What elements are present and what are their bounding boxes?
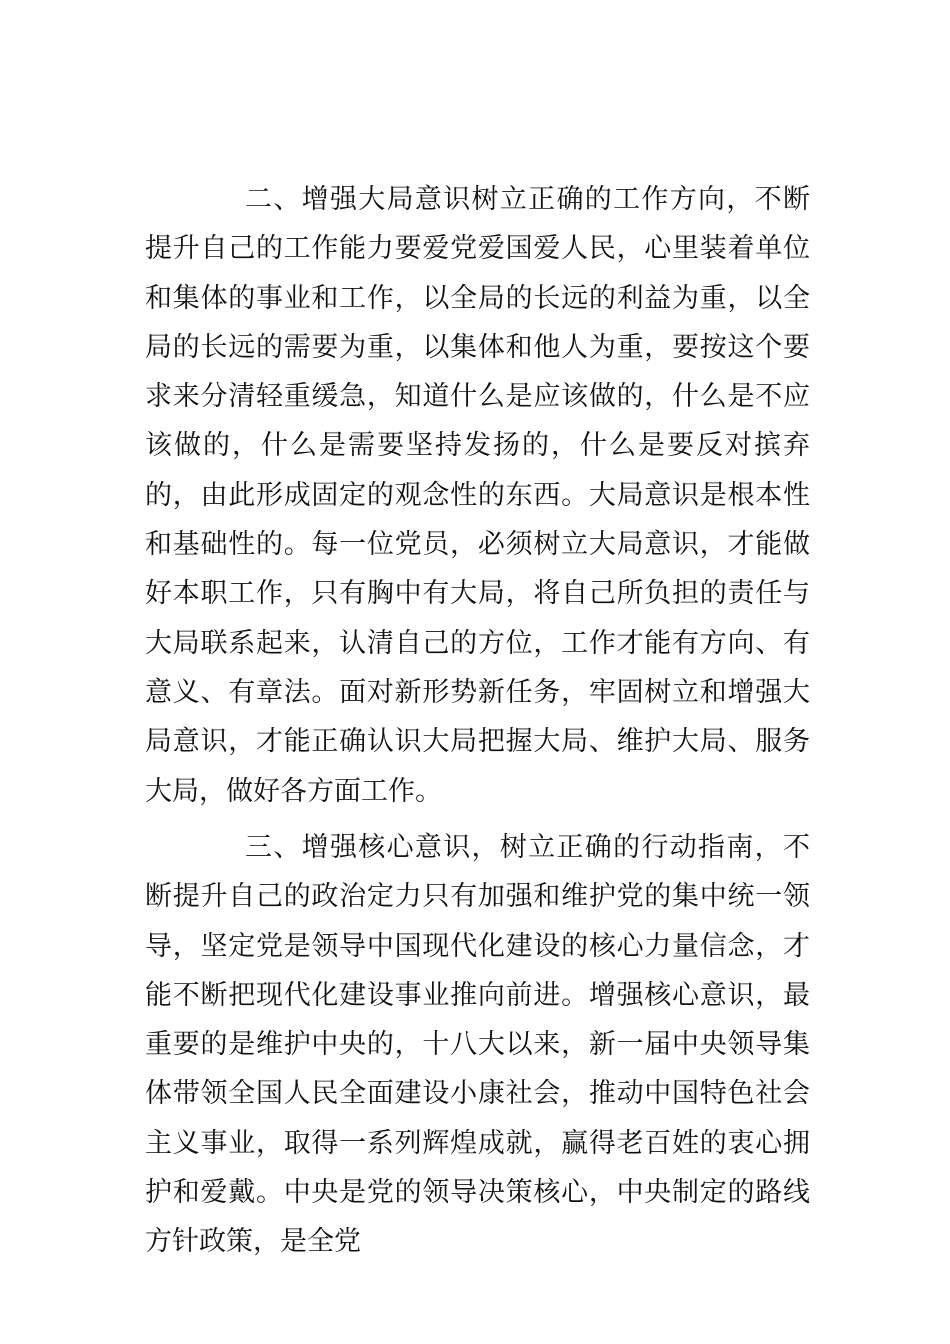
- paragraph-enhance-overall-awareness: 二、增强大局意识树立正确的工作方向，不断提升自己的工作能力要爱党爱国爱人民，心里装着单位和集体的事业和工作，以全局的长远的利益为重，以全局的长远的需要为重，以集体和他人为重，要按这个要求来分清轻重缓急，知道什么是应该做的，什么是不应该做的，什么是需要坚持发扬的，什么是要反对摈弃的，由此形成固定的观念性的东西。大局意识是根本性和基础性的。每一位党员，必须树立大局意识，才能做好本职工作，只有胸中有大局，将自己所负担的责任与大局联系起来，认清自己的方位，工作才能有方向、有意义、有章法。面对新形势新任务，牢固树立和增强大局意识，才能正确认识大局把握大局、维护大局、服务大局，做好各方面工作。: [145, 184, 810, 807]
- paragraph-enhance-core-awareness: 三、增强核心意识，树立正确的行动指南，不断提升自己的政治定力只有加强和维护党的集中统一领导，坚定党是领导中国现代化建设的核心力量信念，才能不断把现代化建设事业推向前进。增强核心意识，最重要的是维护中央的，十八大以来，新一届中央领导集体带领全国人民全面建设小康社会，推动中国特色社会主义事业，取得一系列辉煌成就，赢得老百姓的衷心拥护和爱戴。中央是党的领导决策核心，中央制定的路线方针政策，是全党: [145, 832, 810, 1258]
